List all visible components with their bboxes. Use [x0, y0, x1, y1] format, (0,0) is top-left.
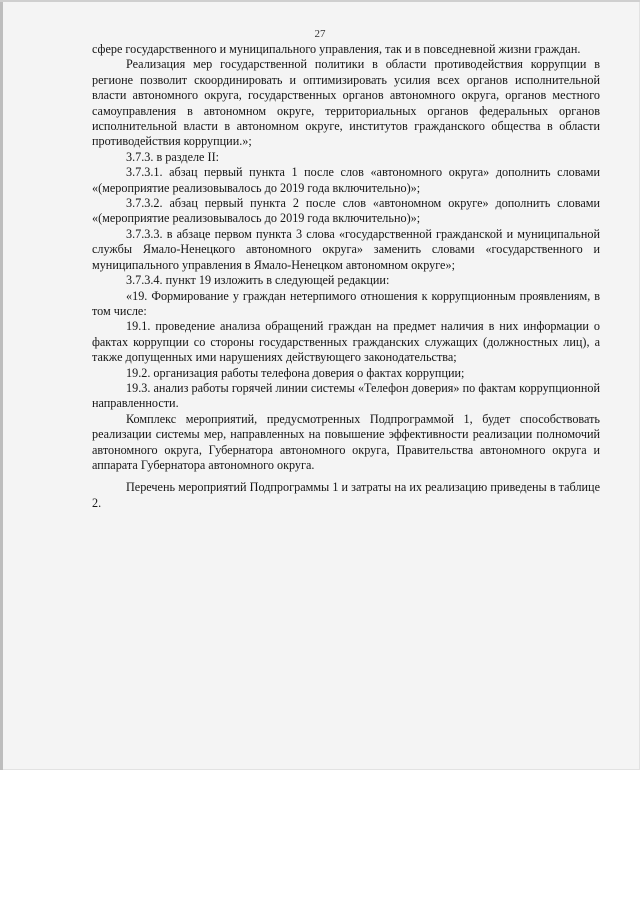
paragraph-item-19-3: 19.3. анализ работы горячей линии системы «Телефон доверия» по фактам коррупционной направленности.: [92, 380, 600, 411]
paragraph-3-7-3-1: 3.7.3.1. абзац первый пункта 1 после слов «автономного округа» дополнить словами «(мероприятие реализовывалось до 2019 года включительно)»;: [92, 165, 600, 195]
paragraph-continuation: сфере государственного и муниципального управления, так и в повседневной жизни граждан.: [92, 42, 581, 56]
paragraph-3-7-3-3: 3.7.3.3. в абзаце первом пункта 3 слова «государственной гражданской и муниципальной службы Ямало-Ненецкого автономного округа» заменить словами «государственного и муниципального управления в Ямало-Ненецком автономном округе»;: [92, 226, 600, 272]
paragraph-item-19-1: 19.1. проведение анализа обращений граждан на предмет наличия в них информации о фактах коррупции со стороны государственных гражданских служащих (должностных лиц), а также допущенных ими нарушениях действующего законодательства;: [92, 319, 600, 365]
paragraph-complex: Комплекс мероприятий, предусмотренных Подпрограммой 1, будет способствовать реализации системы мер, направленных на повышение эффективности реализации полномочий автономного округа, Губернатора автономного округа, Правительства автономного округа и аппарата Губернатора автономного округа.: [92, 411, 600, 472]
paragraph-3-7-3-2: 3.7.3.2. абзац первый пункта 2 после слов «автономном округе» дополнить словами «(мероприятие реализовывалось до 2019 года включительно)»;: [92, 196, 600, 226]
document-body: [92, 42, 600, 511]
scan-edge-left: [0, 0, 3, 770]
paragraph-3-7-3-4: 3.7.3.4. пункт 19 изложить в следующей редакции:: [126, 273, 390, 288]
page-number: 27: [314, 28, 326, 40]
paragraph-list-reference: Перечень мероприятий Подпрограммы 1 и затраты на их реализацию приведены в таблице 2.: [92, 480, 600, 510]
scan-edge-top: [0, 0, 640, 2]
paragraph-item-19: «19. Формирование у граждан нетерпимого отношения к коррупционным проявлениям, в том числе:: [92, 288, 600, 318]
paragraph-3-7-3: 3.7.3. в разделе II:: [126, 149, 220, 164]
paragraph-policy: Реализация мер государственной политики в области противодействия коррупции в регионе позволит скоординировать и оптимизировать усилия всех органов исполнительной власти автономного округа, государственных органов автономного округа, органов местного самоуправления в автономном округе, территориальных органов федеральных органов исполнительной власти в автономном округе, институтов гражданского общества в области противодействия коррупции.»;: [92, 57, 600, 149]
paragraph-item-19-2: 19.2. организация работы телефона доверия о фактах коррупции;: [126, 365, 465, 380]
